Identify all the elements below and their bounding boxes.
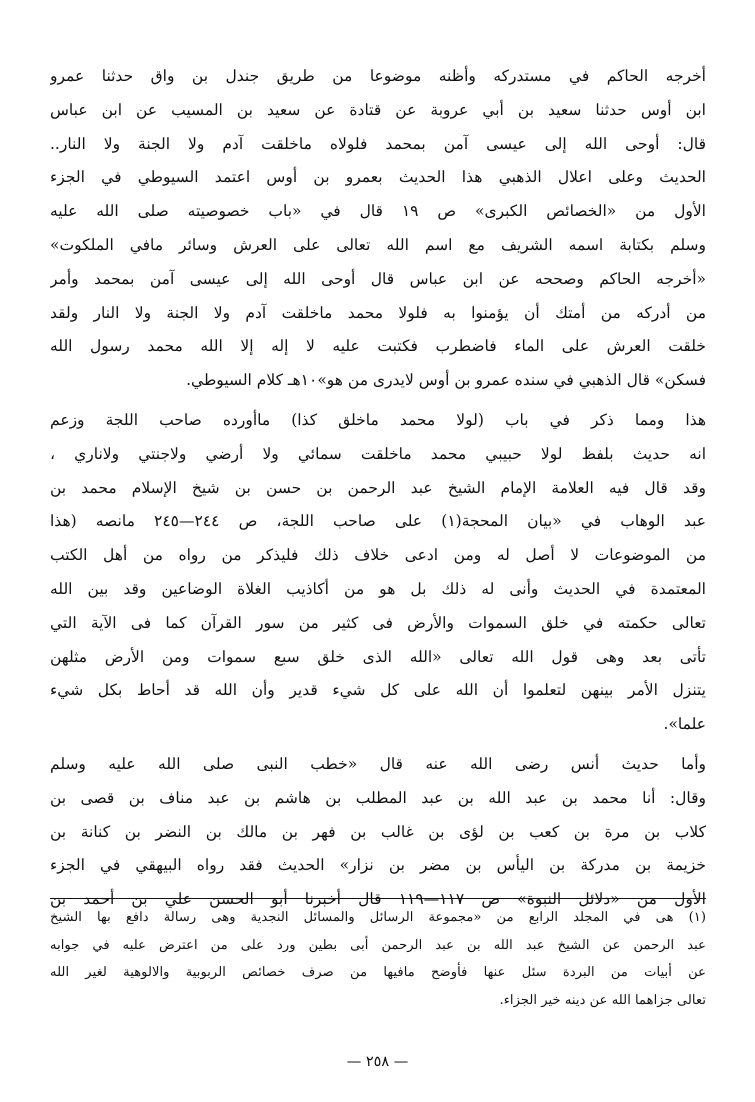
text-line: قال: أوحى الله إلى عيسى آمن بمحمد فلولاه ماخلقت آدم ولا الجنة ولا النار.. (50, 134, 706, 153)
text-line: خزيمة بن مدركة بن اليأس بن مضر بن نزار» الحديث فقد رواه البيهقي في الجزء (50, 856, 706, 875)
text-line: علما». (663, 715, 706, 734)
main-text (50, 60, 706, 917)
footnote-divider (50, 898, 706, 899)
text-line: وقد قال فيه العلامة الإمام الشيخ عبد الرحمن بن حسن بن شيخ الإسلام محمد بن (50, 478, 706, 497)
footnote-line: عن أبيات من البردة سئل عنها فأوضح مافيها من صرف خصائص الربوبية والالوهية لغير الله (50, 965, 706, 980)
text-line: أخرجه الحاكم في مستدركه وأظنه موضوعا من طريق جندل بن واق حدثنا عمرو (50, 67, 706, 85)
text-line: وسلم بكتابة اسمه الشريف مع اسم الله تعالى على العرش وسائر مافي الملكوت» (50, 235, 706, 254)
text-line: الأول من «الخصائص الكبرى» ص ١٩ قال في «باب خصوصيته صلى الله عليه (50, 202, 706, 221)
footnotes (50, 904, 706, 1014)
text-line: فسكن» قال الذهبي في سنده عمرو بن أوس لايدرى من هو»١٠هـ كلام السيوطي. (186, 371, 706, 390)
text-line: الأول من «دلائل النبوة» ص ١١٧—١١٩ قال أخبرنا أبو الحسن علي بن أحمد بن (50, 890, 706, 909)
text-line: وأما حديث أنس رضى الله عنه قال «خطب النبى صلى الله عليه وسلم (50, 754, 706, 773)
footnote-line: عبد الرحمن عن الشيخ عبد الله بن عبد الرحمن أبى بطين ورد على من اعترض عليه في جوابه (50, 937, 706, 953)
text-line: وقال: أنا محمد بن عبد الله بن عبد المطلب بن هاشم بن عبد مناف بن قصى بن (50, 788, 706, 807)
text-line: تأتى بعد وهى قول الله تعالى «الله الذى خلق سبع سموات ومن الأرض مثلهن (50, 647, 706, 666)
text-line: المعتمدة في الحديث وأنى له ذلك بل هو من أكاذيب الغلاة الوضاعين وقد بين الله (50, 579, 706, 598)
text-line: «أخرجه الحاكم وصححه عن ابن عباس قال أوحى الله إلى عيسى آمن بمحمد وأمر (50, 269, 706, 288)
footnote-line: (١) هى في المجلد الرابع من «مجموعة الرسائل والمسائل النجدية وهى رسالة دافع بها الشيخ (50, 910, 706, 925)
text-line: انه حديث بلفظ لولا حبيبي محمد ماخلقت سمائي ولا أرضي ولاجنتي ولاناري ، (50, 444, 706, 463)
text-line: يتنزل الأمر بينهن لتعلموا أن الله على كل شيء قدير وأن الله قد أحاط بكل شيء (50, 681, 706, 700)
text-line: ابن أوس حدثنا سعيد بن أبي عروبة عن قتادة عن سعيد بن المسيب عن ابن عباس (50, 100, 706, 119)
page-number: — ٢٥٨ — (346, 1054, 409, 1070)
text-line: خلقت العرش على الماء فاضطرب فكتبت عليه لا إله إلا الله محمد رسول الله (50, 337, 706, 356)
text-line: الحديث وعلى اعلال الذهبي هذا الحديث بعمرو بن أوس اعتمد السيوطي في الجزء (50, 168, 706, 187)
text-line: كلاب بن مرة بن كعب بن لؤى بن غالب بن فهر بن مالك بن النضر بن كنانة بن (50, 822, 706, 841)
footnote-line: تعالى جزاهما الله عن دينه خير الجزاء. (499, 992, 706, 1008)
text-line: من أدركه من أمتك أن يؤمنوا به فلولا محمد ماخلقت آدم ولا الجنة ولا النار ولقد (50, 303, 706, 322)
text-line: هذا ومما ذكر في باب (لولا محمد ماخلق كذا) ماأورده صاحب اللجة وزعم (50, 410, 706, 429)
text-line: تعالى حكمته في خلق السموات والأرض فى كثير من سور القرآن كما فى الآية التي (50, 613, 706, 632)
text-line: من الموضوعات لا أصل له ومن ادعى خلاف ذلك فليذكر من رواه من أهل الكتب (50, 546, 706, 565)
text-line: عبد الوهاب في «بيان المحجة(١) على صاحب اللجة، ص ٢٤٤—٢٤٥ مانصه (هذا (50, 512, 706, 531)
